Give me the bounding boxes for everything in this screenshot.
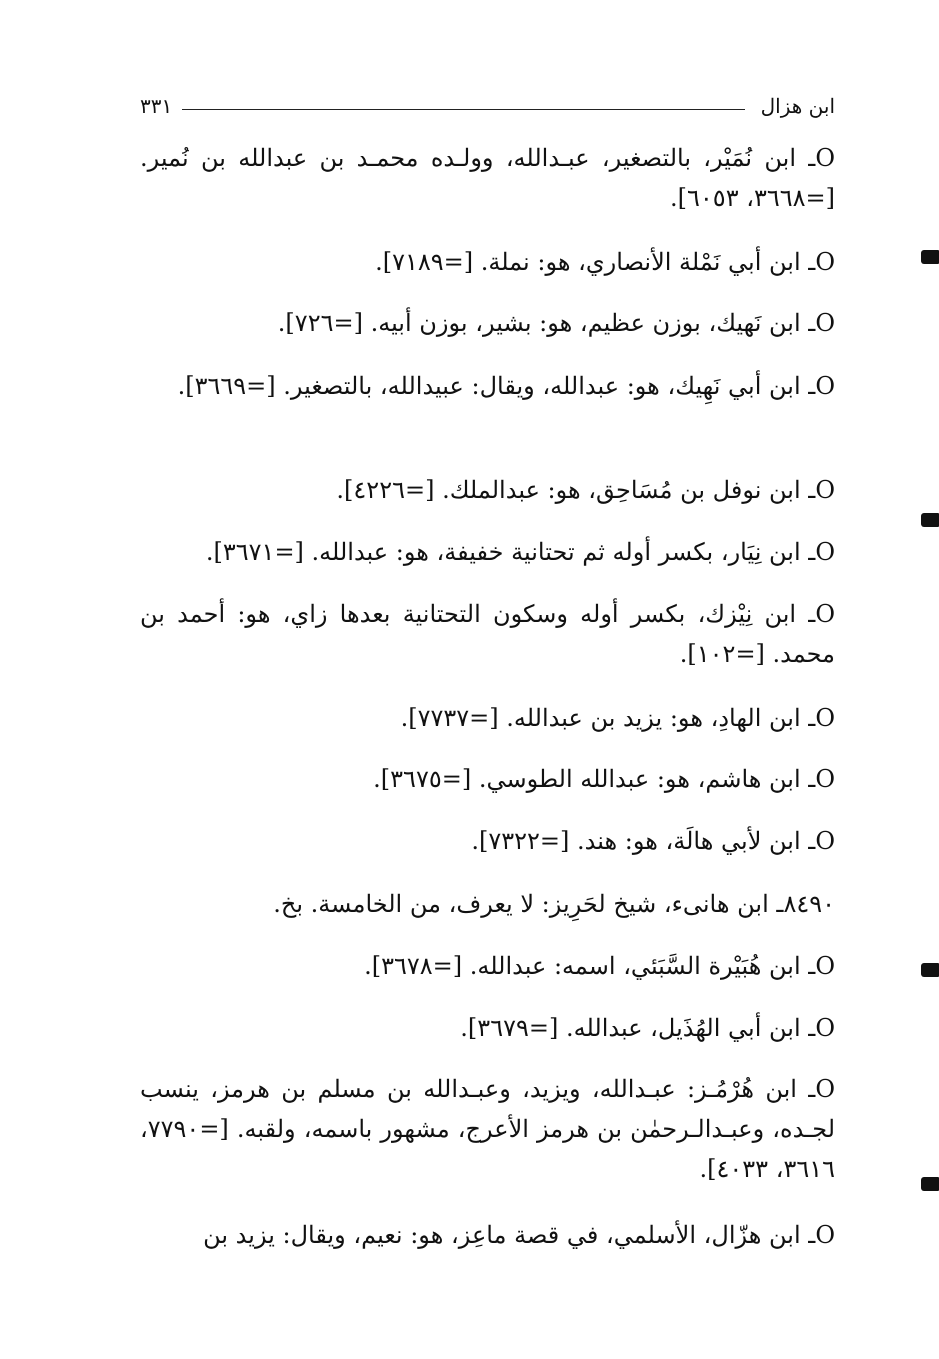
entry-ibn-abi-al-hudhayl: Oـ ابن أبي الهُذَيل، عبدالله. [=٣٦٧٩]. bbox=[460, 1014, 835, 1042]
running-header bbox=[140, 92, 835, 122]
entry-ibn-abi-namla: Oـ ابن أبي نَمْلة الأنصاري، هو: نملة. [=٧١٨٩]. bbox=[375, 248, 835, 276]
margin-mark bbox=[921, 513, 939, 527]
entry-ibn-nawfal: Oـ ابن نوفل بن مُسَاحِق، هو: عبدالملك. [=٤٢٢٦]. bbox=[336, 476, 835, 504]
entry-ibn-hubayra: Oـ ابن هُبَيْرة السَّبَئي، اسمه: عبدالله. [=٣٦٧٨]. bbox=[364, 952, 835, 980]
margin-mark bbox=[921, 250, 939, 264]
margin-mark bbox=[921, 1177, 939, 1191]
entry-ibn-abi-hala: Oـ ابن لأبي هالَة، هو: هند. [=٧٣٢٢]. bbox=[471, 827, 835, 855]
header-rule bbox=[182, 109, 745, 110]
entry-8490-ibn-hani: ٨٤٩٠ـ ابن هانىء، شيخ لحَرِيز: لا يعرف، من الخامسة. بخ. bbox=[273, 890, 835, 918]
margin-mark bbox=[921, 963, 939, 977]
entry-ibn-niyar: Oـ ابن نِيَار، بكسر أوله ثم تحتانية خفيفة، هو: عبدالله. [=٣٦٧١]. bbox=[205, 538, 835, 566]
entry-ibn-numayr: Oـ ابن نُمَيْر، بالتصغير، عبـدالله، وولـده محمـد بن عبدالله بن نُمير. [=٣٦٦٨، ٦٠٥٣]. bbox=[140, 144, 835, 212]
entry-ibn-nahik: Oـ ابن نَهيك، بوزن عظيم، هو: بشير، بوزن أبيه. [=٧٢٦]. bbox=[277, 309, 835, 337]
entry-ibn-hashim: Oـ ابن هاشم، هو: عبدالله الطوسي. [=٣٦٧٥]. bbox=[373, 765, 835, 793]
entry-ibn-hazzal: Oـ ابن هزّال، الأسلمي، في قصة ماعِز، هو: نعيم، ويقال: يزيد بن bbox=[203, 1221, 835, 1249]
entry-ibn-al-had: Oـ ابن الهادِ، هو: يزيد بن عبدالله. [=٧٧٣٧]. bbox=[400, 704, 835, 732]
entry-ibn-hurmuz: Oـ ابن هُرْمُـز: عبـدالله، ويزيد، وعبـدالله بن مسلم بن هرمز، ينسب لجـده، وعبـدالـرحمٰن بن هرمز الأعرج، مشهور باسمه، ولقبه. [=٧٧٩٠، ٣٦١٦، ٤٠٣٣]. bbox=[140, 1075, 835, 1183]
page-number: ٣٣١ bbox=[140, 94, 173, 118]
entry-ibn-nizak: Oـ ابن نِيْزك، بكسر أوله وسكون التحتانية بعدها زاي، هو: أحمد بن محمد. [=١٠٢]. bbox=[140, 600, 835, 668]
entry-ibn-abi-nahik: Oـ ابن أبي نَهِيك، هو: عبدالله، ويقال: عبيدالله، بالتصغير. [=٣٦٦٩]. bbox=[177, 372, 835, 400]
running-title: ابن هزال bbox=[760, 94, 835, 118]
